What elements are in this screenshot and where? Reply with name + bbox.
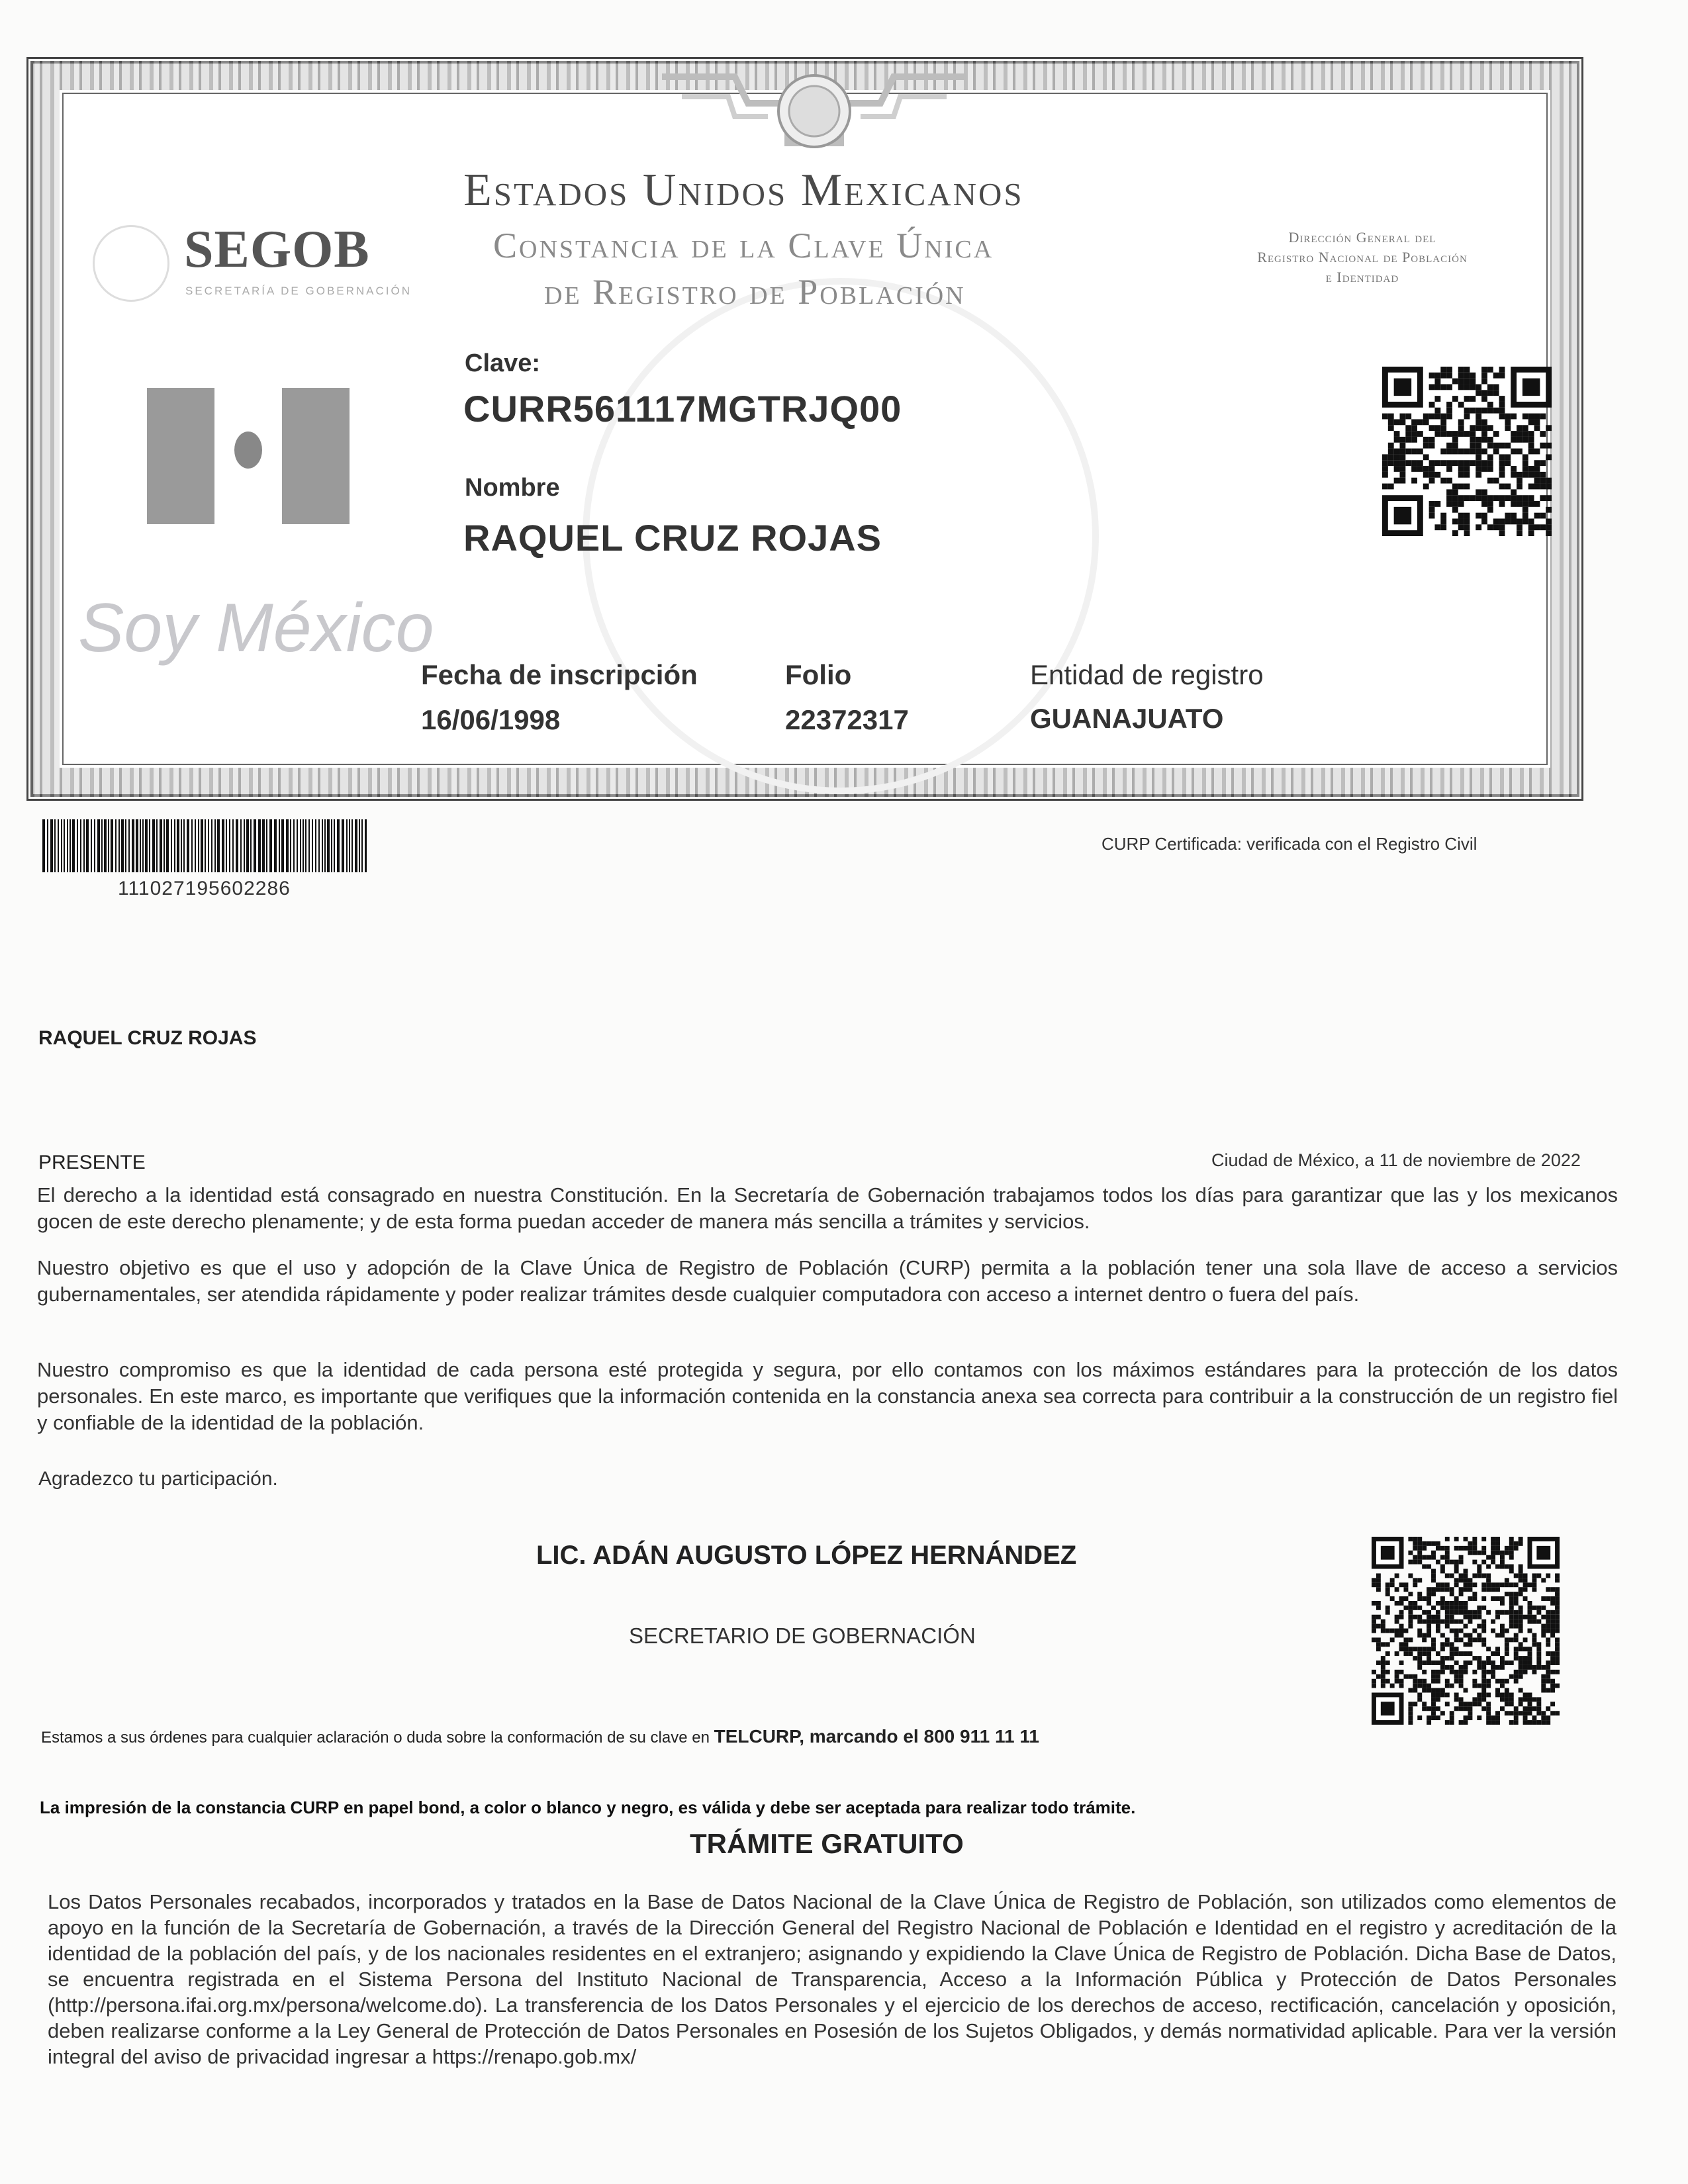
letter-date: Ciudad de México, a 11 de noviembre de 2022 [1211, 1150, 1581, 1170]
flag-emblem-icon [234, 432, 262, 469]
nombre-label: Nombre [465, 474, 560, 502]
letter-qr-code [1372, 1537, 1560, 1725]
segob-logo: SEGOB [184, 220, 370, 279]
soy-mexico-slogan: Soy México [78, 590, 434, 666]
contact-text: Estamos a sus órdenes para cualquier aclaración o duda sobre la conformación de su clave en [41, 1729, 714, 1747]
privacy-notice: Los Datos Personales recabados, incorporados y tratados en la Base de Datos Nacional de la Clave Única de Registro de Población, son utilizados como elementos de apoyo en la función de la Secretaría de Gobernación, a través de la Dirección General del Registro Nacional de Población e Identidad en el registro y acreditación de la identidad de la población del país, y de los nacionales residentes en el extranjero; asignando y expidiendo la Clave Única de Registro de Población. Dicha Base de Datos, se encuentra registrada en el Sistema Persona del Instituto Nacional de Transparencia, Acceso a la Información Pública y Protección de Datos Personales (http://persona.ifai.org.mx/persona/welcome.do). La transferencia de los Datos Personales y el ejercicio de los derechos de acceso, rectificación, cancelación y oposición, deben realizarse conforme a la Ley General de Protección de Datos Personales en Posesión de los Sujetos Obligados, y demás normatividad aplicable. Para ver la versión integral del aviso de privacidad ingresar a https://renapo.gob.mx/ [48, 1890, 1617, 2068]
barcode-number: 111027195602286 [118, 878, 291, 899]
contact-telcurp: TELCURP, marcando el 800 911 11 11 [714, 1726, 1039, 1747]
flag-center-band [214, 388, 282, 524]
barcode [42, 819, 367, 872]
certified-note: CURP Certificada: verificada con el Registro Civil [1102, 834, 1477, 854]
fecha-value: 16/06/1998 [421, 704, 561, 735]
letter-addressee: RAQUEL CRUZ ROJAS [38, 1027, 257, 1049]
folio-value: 22372317 [785, 704, 909, 735]
print-validity-note: La impresión de la constancia CURP en papel bond, a color o blanco y negro, es válida y debe ser aceptada para realizar todo trámite. [40, 1797, 1136, 1817]
clave-label: Clave: [465, 349, 541, 377]
letter-paragraph-3: Nuestro compromiso es que la identidad de cada persona esté protegida y segura, por ello contamos con los máximos estándares para la protección de los datos personales. En este marco, es importante que verifiques que la información contenida en la constancia anexa sea correcta para contribuir a la construcción de un registro fiel y confiable de la identidad de la población. [37, 1358, 1618, 1434]
segob-seal-icon [93, 225, 169, 302]
letter-paragraph-1: El derecho a la identidad está consagrado en nuestra Constitución. En la Secretaría de Gobernación trabajamos todos los días para garantizar que las y los mexicanos gocen de este derecho plenamente; y de esta forma puedan acceder de manera más sencilla a trámites y servicios. [37, 1183, 1618, 1233]
entidad-value: GUANAJUATO [1030, 703, 1224, 734]
letter-thanks: Agradezco tu participación. [38, 1468, 278, 1490]
direction-line3: e Identidad [1325, 269, 1399, 285]
signer-role: SECRETARIO DE GOBERNACIÓN [629, 1623, 976, 1648]
flag-right-band [282, 388, 350, 524]
clave-value: CURR561117MGTRJQ00 [463, 388, 902, 430]
signer-name: LIC. ADÁN AUGUSTO LÓPEZ HERNÁNDEZ [536, 1541, 1077, 1570]
nombre-value: RAQUEL CRUZ ROJAS [463, 517, 882, 559]
entidad-label: Entidad de registro [1030, 659, 1264, 690]
letter-paragraph-2: Nuestro objetivo es que el uso y adopción de la Clave Única de Registro de Población (CURP) permita a la población tener una sola llave de acceso a servicios gubernamentales, ser atendida rápidamente y poder realizar trámites desde cualquier computadora con acceso a internet dentro o fuera del país. [37, 1256, 1618, 1306]
document-title-line1: Constancia de la Clave Única [493, 226, 994, 265]
flag-left-band [147, 388, 214, 524]
letter-presente: PRESENTE [38, 1152, 146, 1173]
mexican-flag-icon [147, 388, 350, 524]
tramite-gratuito: TRÁMITE GRATUITO [690, 1828, 964, 1859]
document-title-line2: de Registro de Población [544, 272, 966, 312]
direction-line2: Registro Nacional de Población [1257, 249, 1468, 265]
curp-qr-code [1382, 367, 1552, 536]
country-title: Estados Unidos Mexicanos [463, 165, 1024, 216]
fecha-label: Fecha de inscripción [421, 659, 698, 690]
segob-subtitle: SECRETARÍA DE GOBERNACIÓN [185, 285, 412, 297]
folio-label: Folio [785, 659, 852, 690]
direction-line1: Dirección General del [1288, 229, 1436, 246]
contact-line [41, 1726, 1039, 1747]
national-crest-icon [655, 64, 973, 155]
